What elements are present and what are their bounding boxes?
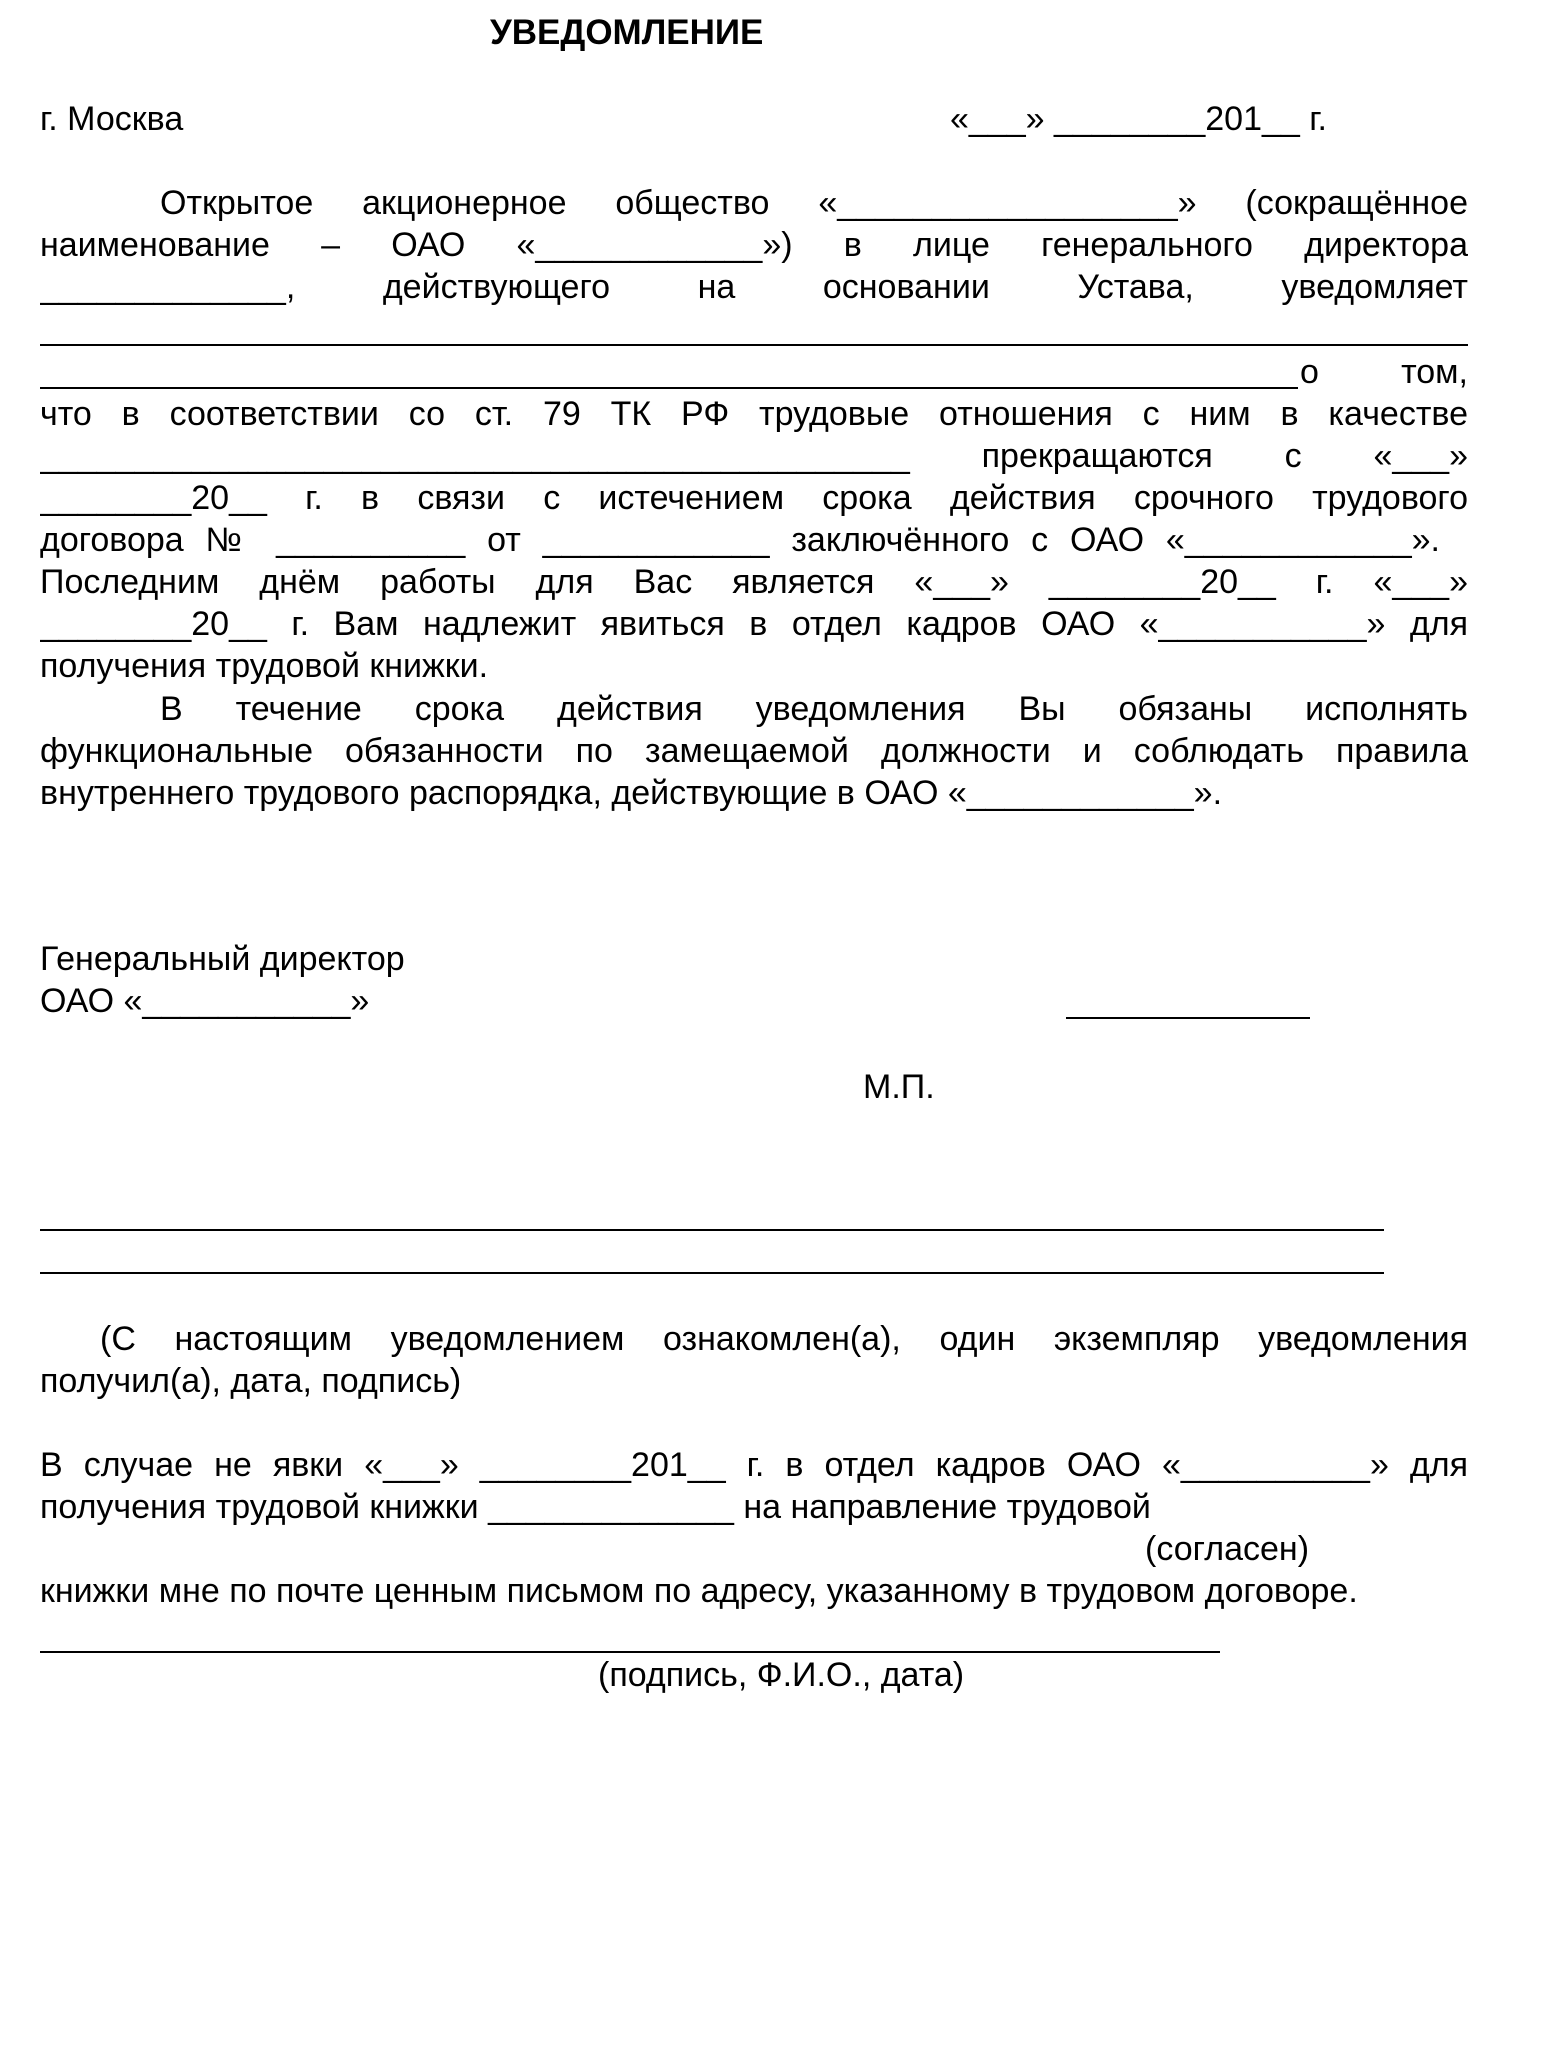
absence-line: В случае не явки «___» ________201__ г. в отдел кадров ОАО «__________» для <box>40 1446 1468 1484</box>
body-line: функциональные обязанности по замещаемой должности и соблюдать правила <box>40 732 1468 770</box>
body-line: внутреннего трудового распорядка, действующие в ОАО «____________». <box>40 774 1223 812</box>
absence-line: книжки мне по почте ценным письмом по адресу, указанному в трудовом договоре. <box>40 1572 1358 1610</box>
body-line: что в соответствии со ст. 79 ТК РФ трудовые отношения с ним в качестве <box>40 395 1468 433</box>
body-line: договора № __________ от ____________ заключённого с ОАО «____________». <box>40 521 1440 559</box>
footer-caption: (подпись, Ф.И.О., дата) <box>598 1656 965 1694</box>
fill-in-line <box>40 1272 1384 1274</box>
body-line: наименование – ОАО «____________») в лице генерального директора <box>40 226 1468 264</box>
stamp-label: М.П. <box>863 1068 935 1106</box>
consent-caption: (согласен) <box>1145 1530 1310 1568</box>
acknowledgement-line: получил(а), дата, подпись) <box>40 1362 462 1400</box>
body-line: о том, <box>1300 353 1468 391</box>
fill-in-line <box>40 387 1298 389</box>
signature-company: ОАО «___________» <box>40 982 370 1020</box>
body-line: Открытое акционерное общество «__________________» (сокращённое <box>160 184 1468 222</box>
body-line: _____________, действующего на основании Устава, уведомляет <box>40 268 1468 306</box>
body-line: ______________________________________________ прекращаются с «___» <box>40 437 1468 475</box>
body-line: В течение срока действия уведомления Вы обязаны исполнять <box>160 690 1468 728</box>
date-line: «___» ________201__ г. <box>950 100 1327 138</box>
acknowledgement-line: (С настоящим уведомлением ознакомлен(а), один экземпляр уведомления <box>100 1320 1468 1358</box>
city: г. Москва <box>40 100 184 138</box>
body-line: ________20__ г. в связи с истечением срока действия срочного трудового <box>40 479 1468 517</box>
signature-line <box>1066 1017 1310 1019</box>
signature-line <box>40 1651 1220 1653</box>
body-line: получения трудовой книжки. <box>40 647 489 685</box>
body-line: ________20__ г. Вам надлежит явиться в отдел кадров ОАО «___________» для <box>40 605 1468 643</box>
signature-position: Генеральный директор <box>40 940 405 978</box>
fill-in-line <box>40 344 1468 346</box>
body-line: Последним днём работы для Вас является «___» ________20__ г. «___» <box>40 563 1468 601</box>
absence-line: получения трудовой книжки _____________ на направление трудовой <box>40 1488 1151 1526</box>
document-title: УВЕДОМЛЕНИЕ <box>490 13 764 52</box>
fill-in-line <box>40 1229 1384 1231</box>
